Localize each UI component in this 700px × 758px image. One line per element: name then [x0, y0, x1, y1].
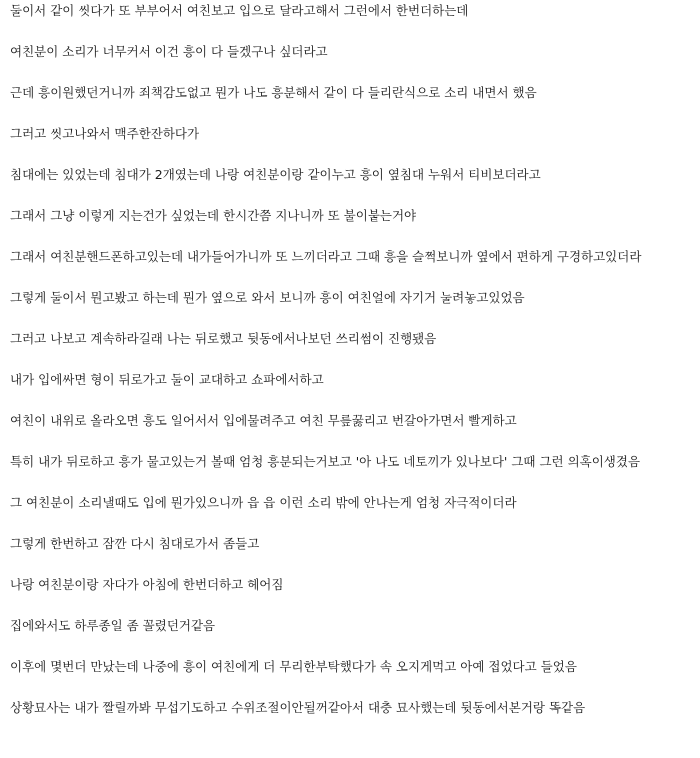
- text-line: 둘이서 같이 씻다가 또 부부어서 여친보고 입으로 달라고해서 그런에서 한번더하는데: [10, 3, 469, 18]
- text-line: 그래서 그냥 이렇게 지는건가 싶었는데 한시간쯤 지나니까 또 불이붙는거야: [10, 208, 417, 223]
- text-line: 근데 흥이원했던거니까 죄책감도없고 뭔가 나도 흥분해서 같이 다 들리란식으로 소리 내면서 했음: [10, 85, 537, 100]
- text-line: 내가 입에싸면 형이 뒤로가고 둘이 교대하고 쇼파에서하고: [10, 372, 324, 387]
- text-line: 침대에는 있었는데 침대가 2개였는데 나랑 여친분이랑 같이누고 흥이 옆침대 누워서 티비보더라고: [10, 167, 541, 182]
- text-line: 이후에 몇번더 만났는데 나중에 흥이 여친에게 더 무리한부탁했다가 속 오지게먹고 아예 접었다고 들었음: [10, 659, 577, 674]
- text-line: 여친이 내위로 올라오면 흥도 일어서서 입에물려주고 여친 무릎꿇리고 번갈아가면서 빨게하고: [10, 413, 517, 428]
- text-line: 그러고 씻고나와서 맥주한잔하다가: [10, 126, 200, 141]
- text-line: 그러고 나보고 계속하라길래 나는 뒤로했고 뒷동에서나보던 쓰리썸이 진행됐음: [10, 331, 437, 346]
- text-line: 그 여친분이 소리낼때도 입에 뭔가있으니까 읍 읍 이런 소리 밖에 안나는게 엄청 자극적이더라: [10, 495, 517, 510]
- text-line: 집에와서도 하루종일 좀 꼴렸던거같음: [10, 618, 216, 633]
- text-line: 그래서 여친분핸드폰하고있는데 내가들어가니까 또 느끼더라고 그때 흥을 슬쩍보니까 옆에서 편하게 구경하고있더라: [10, 249, 642, 264]
- text-line: 그렇게 한번하고 잠깐 다시 침대로가서 좀들고: [10, 536, 260, 551]
- text-line: 특히 내가 뒤로하고 흥가 물고있는거 볼때 엄청 흥분되는거보고 '아 나도 네토끼가 있나보다' 그때 그런 의혹이생겼음: [10, 454, 641, 469]
- text-line: 그렇게 둘이서 뭔고봤고 하는데 뭔가 옆으로 와서 보니까 흥이 여친얼에 자기거 눌려놓고있었음: [10, 290, 525, 305]
- text-line: 상황묘사는 내가 짤릴까봐 무섭기도하고 수위조절이안될꺼같아서 대충 묘사했는데 뒷동에서본거랑 똑같음: [10, 700, 586, 715]
- text-line: 여친분이 소리가 너무커서 이건 흥이 다 들겠구나 싶더라고: [10, 44, 328, 59]
- text-line: 나랑 여친분이랑 자다가 아침에 한번더하고 헤어짐: [10, 577, 284, 592]
